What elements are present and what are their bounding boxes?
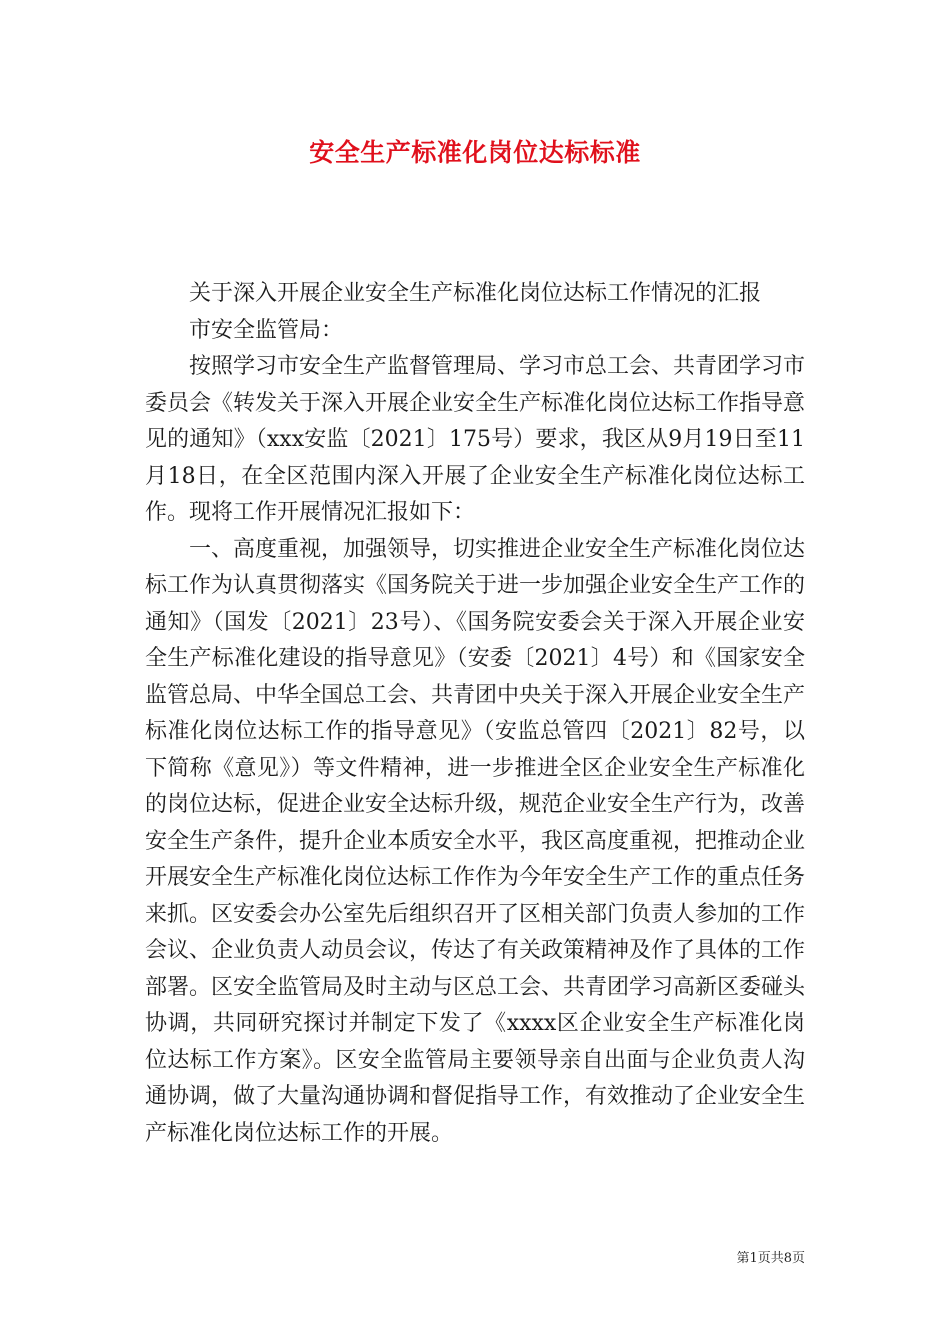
report-heading: 关于深入开展企业安全生产标准化岗位达标工作情况的汇报 — [189, 281, 762, 306]
document-body — [145, 276, 805, 1152]
body-paragraph: 一、高度重视，加强领导，切实推进企业安全生产标准化岗位达标工作为认真贯彻落实《国务院关于进一步加强企业安全生产工作的通知》（国发〔2021〕23号）、《国务院安委会关于深入开展企业安全生产标准化建设的指导意见》（安委〔2021〕4号）和《国家安全监管总局、中华全国总工会、共青团中央关于深入开展企业安全生产标准化岗位达标工作的指导意见》（安监总管四〔2021〕82号，以下简称《意见》）等文件精神，进一步推进全区企业安全生产标准化的岗位达标，促进企业安全达标升级，规范企业安全生产行为，改善安全生产条件，提升企业本质安全水平，我区高度重视，把推动企业开展安全生产标准化岗位达标工作作为今年安全生产工作的重点任务来抓。区安委会办公室先后组织召开了区相关部门负责人参加的工作会议、企业负责人动员会议，传达了有关政策精神及作了具体的工作部署。区安全监管局及时主动与区总工会、共青团学习高新区委碰头协调，共同研究探讨并制定下发了《xxxx区企业安全生产标准化岗位达标工作方案》。区安全监管局主要领导亲自出面与企业负责人沟通协调，做了大量沟通协调和督促指导工作，有效推动了企业安全生产标准化岗位达标工作的开展。 — [145, 536, 806, 1146]
page-number: 第1页共8页 — [736, 1251, 805, 1266]
recipient-line: 市安全监管局： — [189, 317, 344, 343]
document-title: 安全生产标准化岗位达标标准 — [309, 138, 641, 167]
body-paragraph: 按照学习市安全生产监督管理局、学习市总工会、共青团学习市委员会《转发关于深入开展企业安全生产标准化岗位达标工作指导意见的通知》（xxx安监〔2021〕175号）要求，我区从9月19日至11月18日，在全区范围内深入开展了企业安全生产标准化岗位达标工作。现将工作开展情况汇报如下： — [145, 354, 806, 525]
